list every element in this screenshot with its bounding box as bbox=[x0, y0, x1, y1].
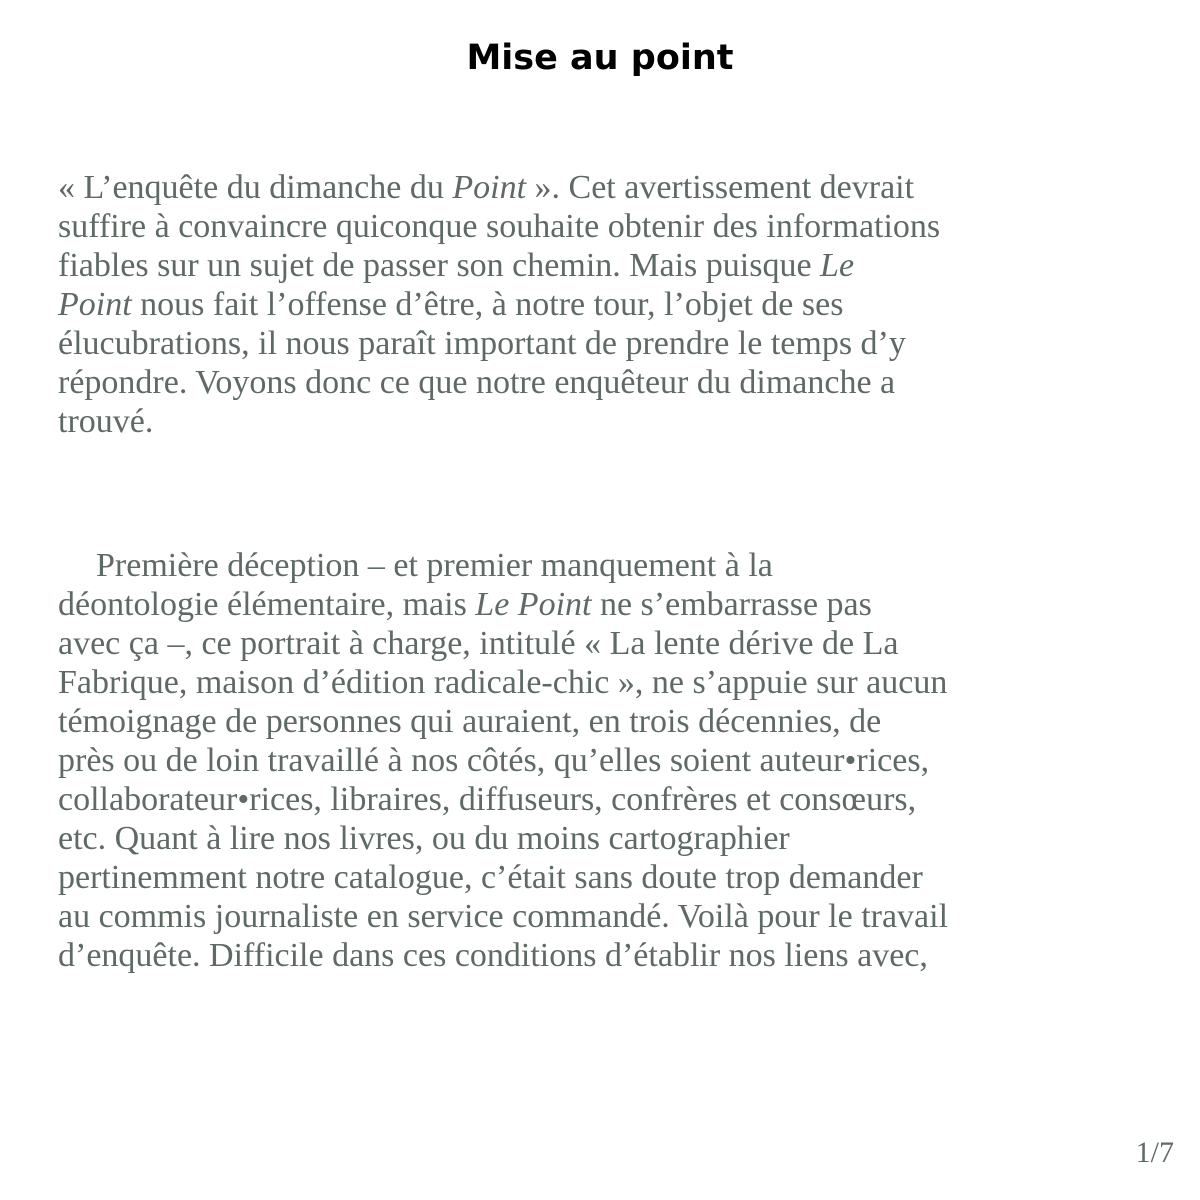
text-segment: Fabrique, maison d’édition radicale-chic », ne s’appuie sur aucun bbox=[58, 664, 948, 701]
page-title: Mise au point bbox=[466, 38, 734, 78]
text-segment: nous fait l’offense d’être, à notre tour, l’objet de ses bbox=[131, 286, 844, 323]
text-segment: élucubrations, il nous paraît important de prendre le temps d’y bbox=[58, 325, 906, 362]
italic-text: Point bbox=[58, 286, 132, 323]
text-segment: trouvé. bbox=[58, 403, 154, 440]
text-line bbox=[58, 363, 1158, 402]
text-line bbox=[58, 207, 1158, 246]
text-segment: témoignage de personnes qui auraient, en trois décennies, de bbox=[58, 703, 882, 740]
text-segment: collaborateur•rices, libraires, diffuseurs, confrères et consœurs, bbox=[58, 781, 917, 818]
text-line bbox=[58, 780, 1158, 819]
text-segment: « L’enquête du dimanche du bbox=[58, 169, 453, 206]
text-line bbox=[58, 702, 1158, 741]
text-line bbox=[58, 402, 1158, 441]
text-segment: fiables sur un sujet de passer son chemin. Mais puisque bbox=[58, 247, 821, 284]
text-segment: suffire à convaincre quiconque souhaite obtenir des informations bbox=[58, 208, 941, 245]
text-segment: avec ça –, ce portrait à charge, intitulé « La lente dérive de La bbox=[58, 625, 899, 662]
text-segment: déontologie élémentaire, mais bbox=[58, 586, 476, 623]
text-line bbox=[58, 546, 1158, 585]
text-line bbox=[58, 897, 1158, 936]
text-line bbox=[58, 585, 1158, 624]
page-number: 1/7 bbox=[1135, 1136, 1174, 1169]
text-segment: etc. Quant à lire nos livres, ou du moins cartographier bbox=[58, 820, 790, 857]
text-segment: Première déception – et premier manquement à la bbox=[96, 547, 773, 584]
text-line bbox=[58, 324, 1158, 363]
text-line bbox=[58, 246, 1158, 285]
text-line bbox=[58, 741, 1158, 780]
text-segment: répondre. Voyons donc ce que notre enquêteur du dimanche a bbox=[58, 364, 896, 401]
paragraph-2 bbox=[58, 546, 1158, 975]
text-line bbox=[58, 168, 1158, 207]
text-segment: au commis journaliste en service commandé. Voilà pour le travail bbox=[58, 898, 949, 935]
text-segment: pertinemment notre catalogue, c’était sans doute trop demander bbox=[58, 859, 923, 896]
text-segment: ne s’embarrasse pas bbox=[591, 586, 872, 623]
text-segment: ». Cet avertissement devrait bbox=[526, 169, 915, 206]
italic-text: Le Point bbox=[475, 586, 592, 623]
text-line bbox=[58, 858, 1158, 897]
paragraph-1 bbox=[58, 168, 1158, 441]
text-segment: près ou de loin travaillé à nos côtés, qu’elles soient auteur•rices, bbox=[58, 742, 930, 779]
text-segment: d’enquête. Difficile dans ces conditions d’établir nos liens avec, bbox=[58, 937, 928, 974]
italic-text: Point bbox=[452, 169, 527, 206]
text-line bbox=[58, 936, 1158, 975]
italic-text: Le bbox=[820, 247, 855, 284]
text-line bbox=[58, 285, 1158, 324]
text-line bbox=[58, 663, 1158, 702]
text-line bbox=[58, 819, 1158, 858]
text-line bbox=[58, 624, 1158, 663]
